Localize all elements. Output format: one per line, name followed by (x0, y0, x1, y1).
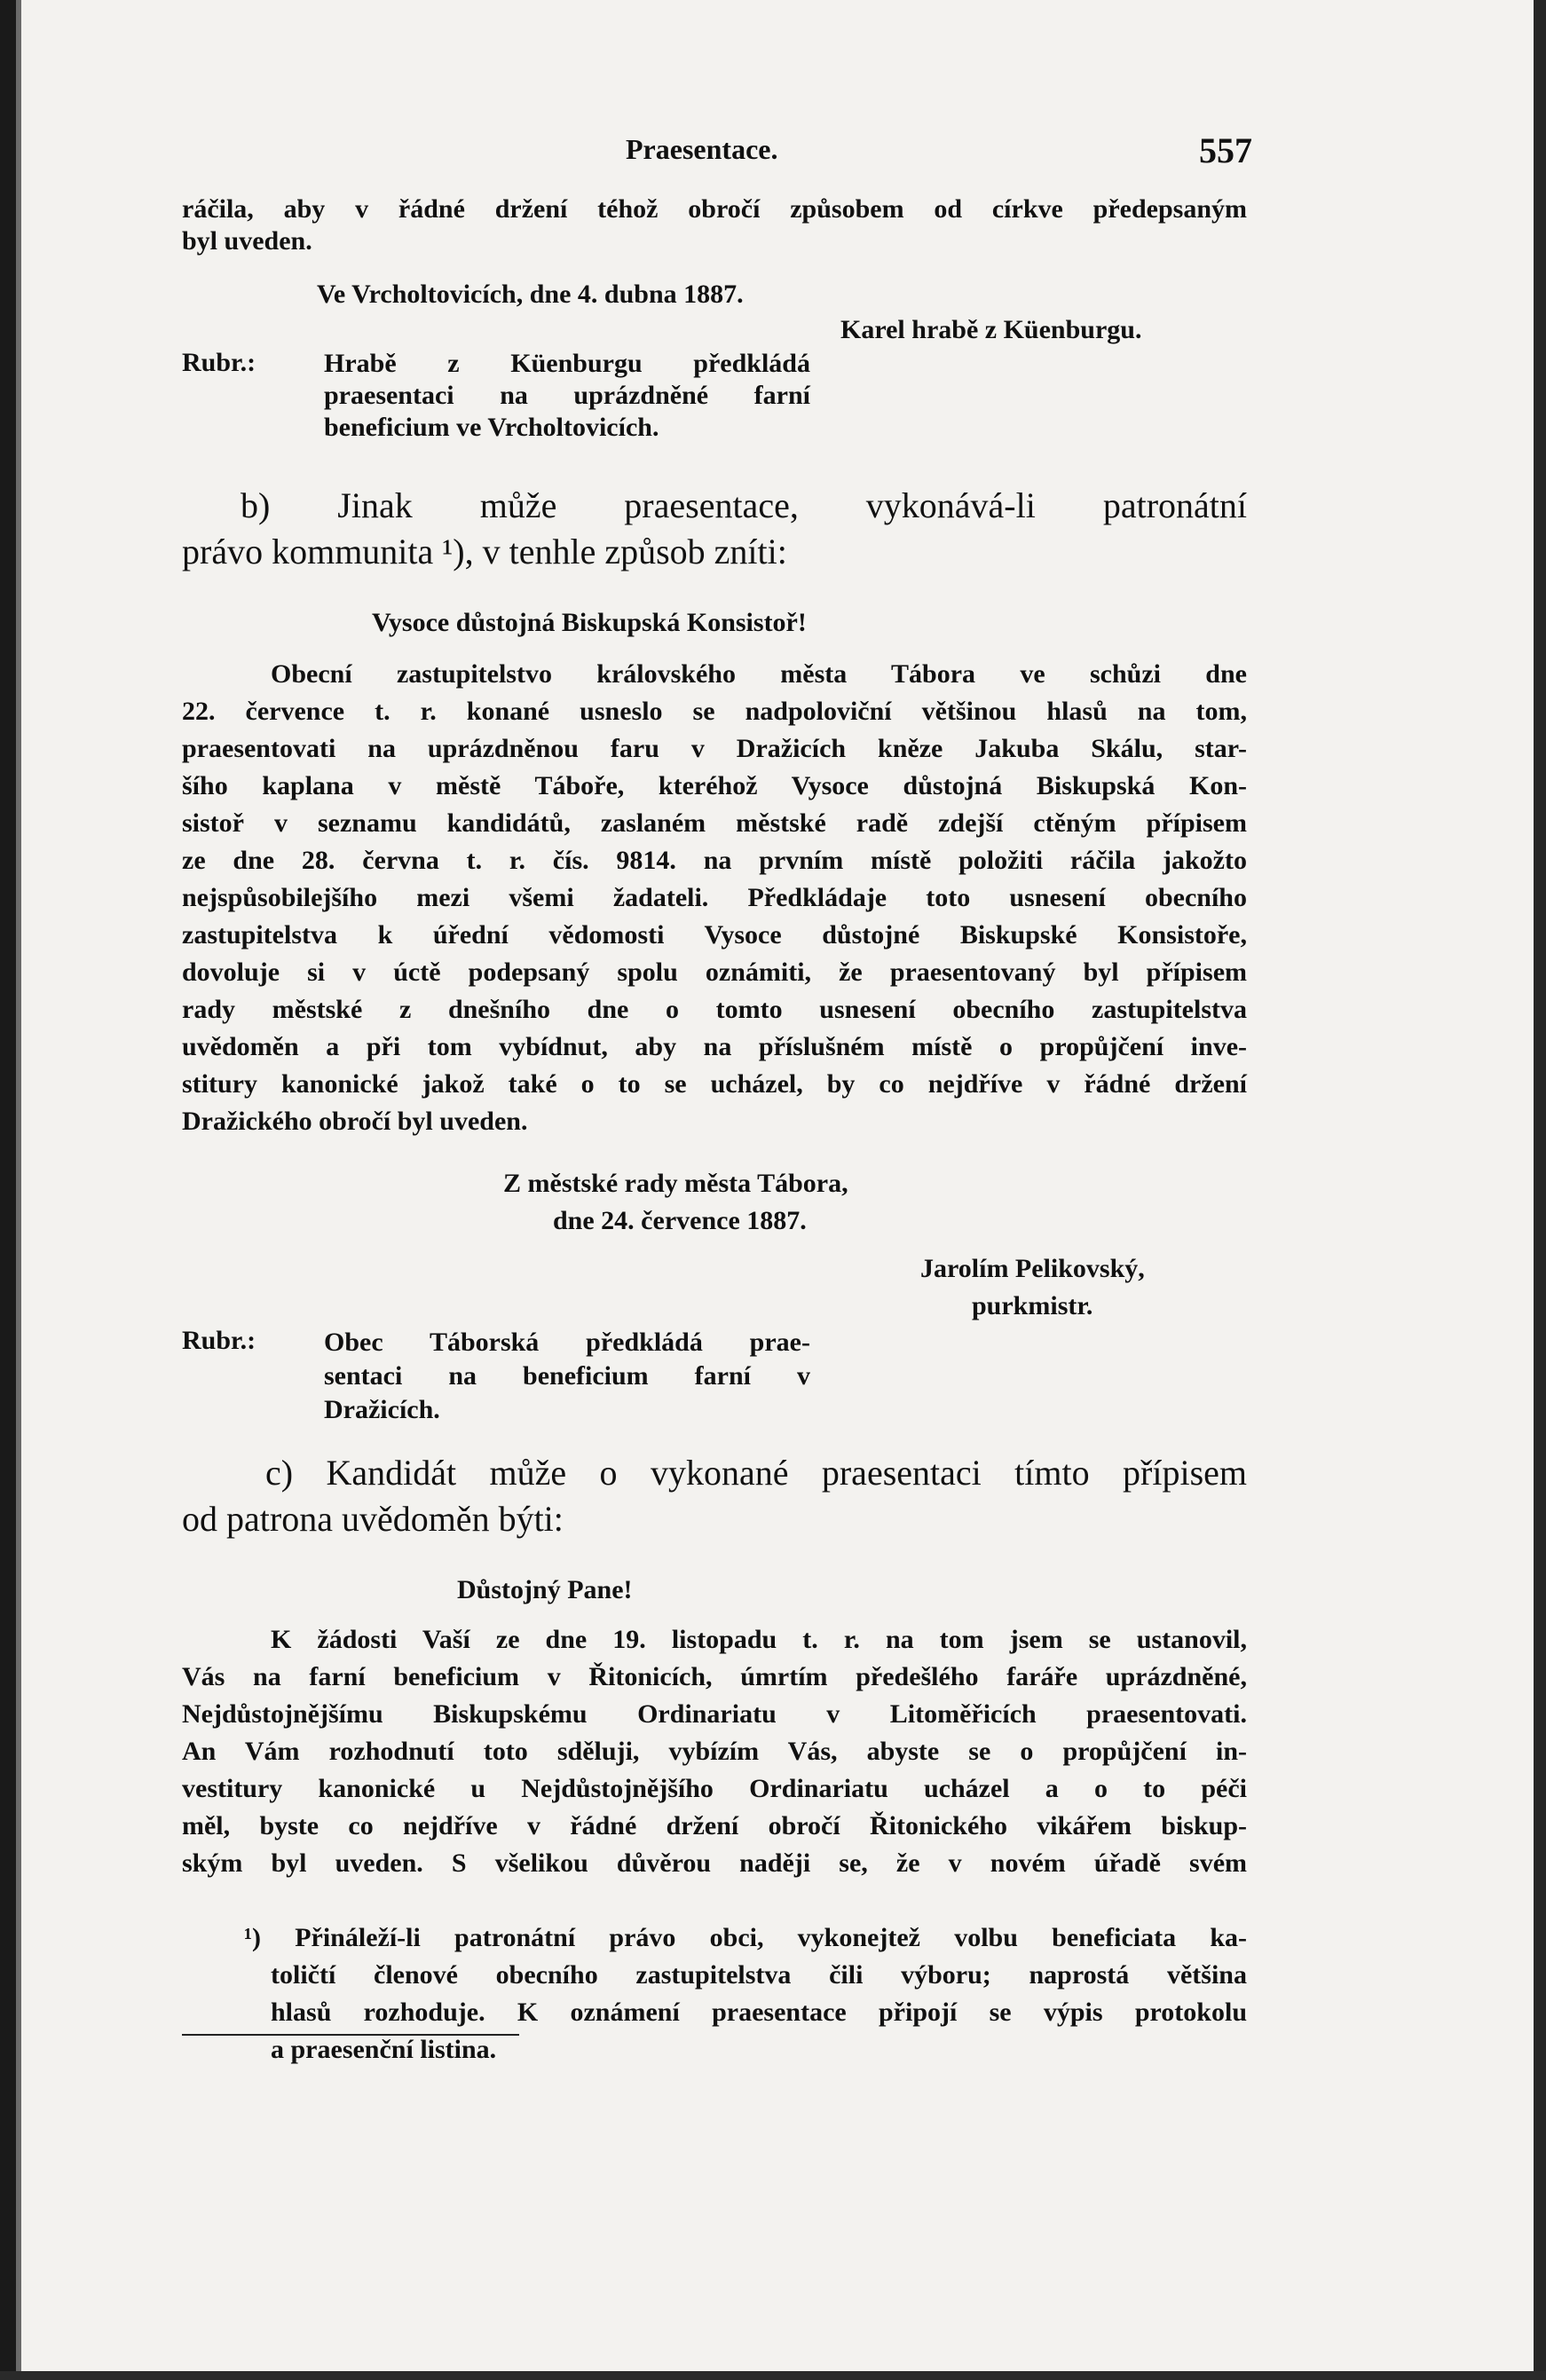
rubr-line: praesentaci na uprázdněné farní (324, 381, 810, 410)
letter3-body-line: ským byl uveden. S všelikou důvěrou naději se, že v novém úřadě svém (182, 1848, 1247, 1878)
intro-line: byl uveden. (182, 226, 312, 256)
rubr-line: sentaci na beneficium farní v (324, 1361, 810, 1391)
section-b-line: b) Jinak může praesentace, vykonává-li patronátní (241, 485, 1247, 525)
letter3-body-line: An Vám rozhodnutí toto sděluji, vybízím Vás, abyste se o propůjčení in- (182, 1737, 1247, 1766)
footnote-line: toličtí členové obecního zastupitelstva čili výboru; naprostá většina (271, 1960, 1247, 1990)
letter2-body-line: šího kaplana v městě Táboře, kteréhož Vysoce důstojná Biskupská Kon- (182, 771, 1247, 800)
letter1-place-date: Ve Vrcholtovicích, dne 4. dubna 1887. (317, 280, 744, 309)
section-b-line: právo kommunita ¹), v tenhle způsob zníti: (182, 532, 787, 571)
letter2-body-line: stitury kanonické jakož také o to se ucházel, by co nejdříve v řádné držení (182, 1069, 1247, 1099)
letter2-body-line: ze dne 28. června t. r. čís. 9814. na prvním místě položiti ráčila jakožto (182, 846, 1247, 875)
letter1-rubr-block (324, 348, 810, 444)
letter2-salutation: Vysoce důstojná Biskupská Konsistoř! (372, 608, 807, 637)
scan-edge-shadow (16, 0, 21, 2380)
letter2-place-line: Z městské rady města Tábora, (503, 1169, 848, 1198)
running-head (182, 130, 1252, 172)
letter3-body-line: vestitury kanonické u Nejdůstojnějšího Ordinariatu ucházel a o to péči (182, 1774, 1247, 1803)
page-number: 557 (1199, 130, 1252, 170)
footnote-line: a praesenční listina. (271, 2035, 497, 2064)
section-c-line: od patrona uvědoměn býti: (182, 1499, 564, 1539)
letter3-body-line: Vás na farní beneficium v Řitonicích, úmrtím předešlého faráře uprázdněné, (182, 1662, 1247, 1691)
footnote-line: ¹) Přináleží-li patronátní právo obci, vykonejtež volbu beneficiata ka- (244, 1923, 1247, 1952)
letter2-body-line: uvědoměn a při tom vybídnut, aby na příslušném místě o propůjčení inve- (182, 1032, 1247, 1061)
scan-edge-left (0, 0, 16, 2380)
scan-edge-right (1534, 0, 1546, 2380)
letter2-rubr-block (324, 1326, 810, 1427)
rubr-line: Obec Táborská předkládá prae- (324, 1328, 810, 1357)
letter2-body-line: rady městské z dnešního dne o tomto usnesení obecního zastupitelstva (182, 995, 1247, 1024)
letter2-body-line: praesentovati na uprázdněnou faru v Dražicích kněze Jakuba Skálu, star- (182, 734, 1247, 763)
rubr-line: Dražicích. (324, 1395, 440, 1424)
letter1-rubr-label: Rubr.: (182, 348, 256, 377)
footnote-line: hlasů rozhoduje. K oznámení praesentace připojí se výpis protokolu (271, 1998, 1247, 2027)
letter2-body-line: nejspůsobilejšího mezi všemi žadateli. Předkládaje toto usnesení obecního (182, 883, 1247, 912)
letter2-body-line: Dražického obročí byl uveden. (182, 1107, 528, 1136)
rubr-line: beneficium ve Vrcholtovicích. (324, 413, 659, 442)
letter2-body-line: 22. července t. r. konané usneslo se nadpoloviční většinou hlasů na tom, (182, 697, 1247, 726)
letter3-body-line: K žádosti Vaší ze dne 19. listopadu t. r. na tom jsem se ustanovil, (271, 1625, 1247, 1654)
letter1-signature: Karel hrabě z Küenburgu. (840, 315, 1142, 344)
letter2-body-line: Obecní zastupitelstvo královského města Tábora ve schůzi dne (271, 659, 1247, 689)
letter2-body-line: dovoluje si v úctě podepsaný spolu oznámiti, že praesentovaný byl přípisem (182, 958, 1247, 987)
letter3-body-line: Nejdůstojnějšímu Biskupskému Ordinariatu v Litoměřicích praesentovati. (182, 1699, 1247, 1729)
letter2-signature-title: purkmistr. (972, 1291, 1093, 1320)
rubr-line: Hrabě z Küenburgu předkládá (324, 349, 810, 378)
letter2-place-line: dne 24. července 1887. (553, 1206, 807, 1235)
letter3-salutation: Důstojný Pane! (457, 1575, 633, 1604)
section-c-line: c) Kandidát může o vykonané praesentaci tímto přípisem (265, 1453, 1247, 1493)
scan-edge-bottom (0, 2371, 1546, 2380)
intro-line: ráčila, aby v řádné držení téhož obročí způsobem od církve předepsaným (182, 194, 1247, 224)
running-title: Praesentace. (626, 133, 778, 165)
letter2-body-line: zastupitelstva k úřední vědomosti Vysoce důstojné Biskupské Konsistoře, (182, 920, 1247, 950)
letter2-rubr-label: Rubr.: (182, 1326, 256, 1355)
letter2-signature-name: Jarolím Pelikovský, (920, 1254, 1145, 1283)
letter2-body-line: sistoř v seznamu kandidátů, zaslaném městské radě zdejší ctěným přípisem (182, 808, 1247, 838)
letter3-body-line: měl, byste co nejdříve v řádné držení obročí Řitonického vikářem biskup- (182, 1811, 1247, 1840)
